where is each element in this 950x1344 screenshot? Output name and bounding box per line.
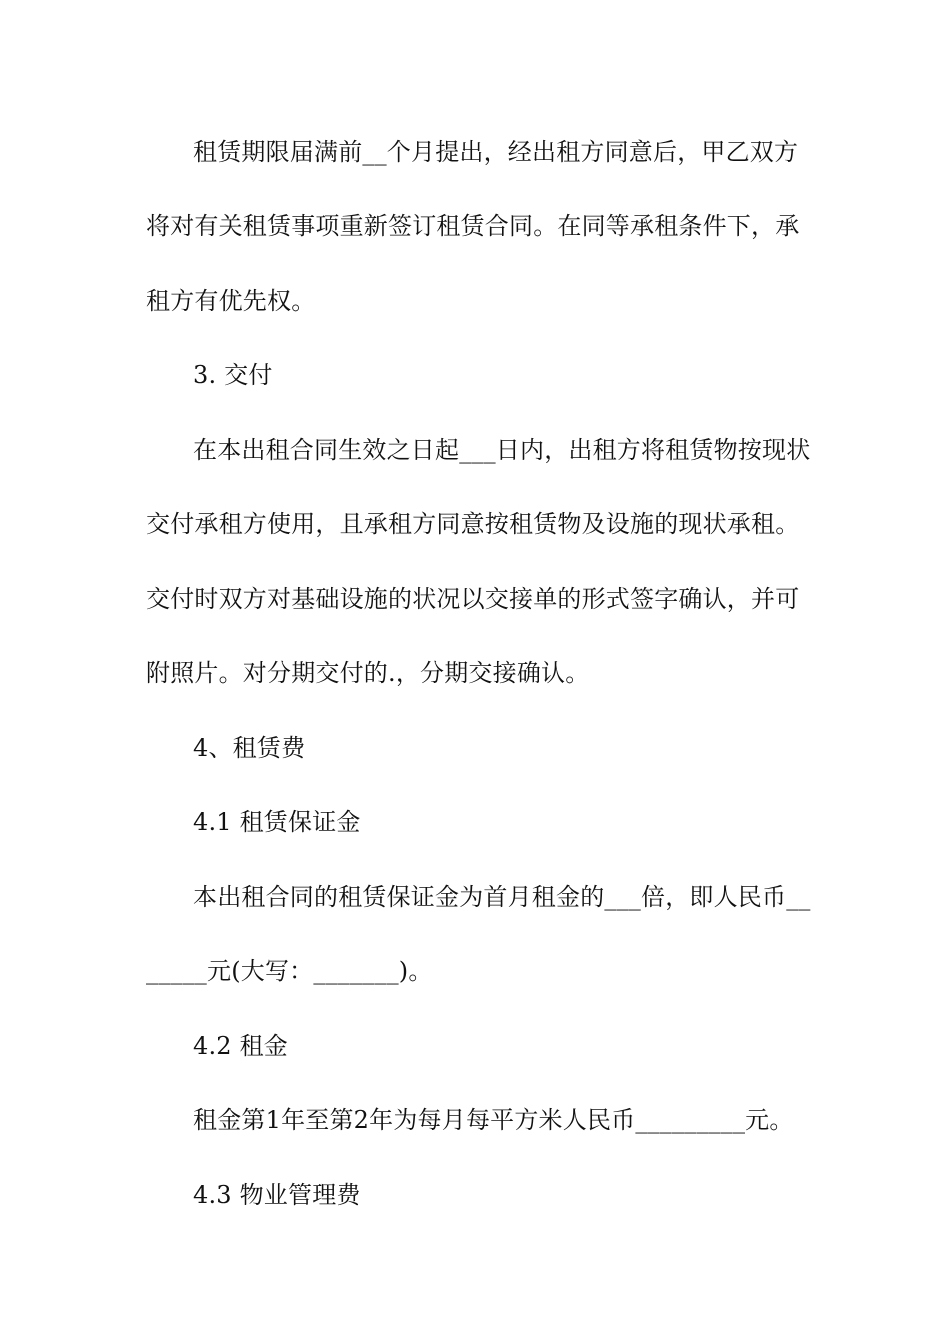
- paragraph-line: 本出租合同的租赁保证金为首月租金的___倍，即人民币__: [193, 883, 811, 911]
- subsection-heading: 4.3 物业管理费: [193, 1181, 361, 1209]
- section-heading: 4、租赁费: [193, 734, 306, 762]
- section-heading: 3. 交付: [193, 361, 273, 389]
- paragraph-line: _____元(大写：_______)。: [146, 957, 433, 985]
- paragraph-line: 交付承租方使用，且承租方同意按租赁物及设施的现状承租。: [146, 510, 800, 538]
- paragraph-line: 交付时双方对基础设施的状况以交接单的形式签字确认，并可: [146, 585, 800, 613]
- paragraph-line: 附照片。对分期交付的.，分期交接确认。: [146, 659, 590, 687]
- paragraph-line: 将对有关租赁事项重新签订租赁合同。在同等承租条件下，承: [146, 212, 800, 240]
- paragraph-line: 租赁期限届满前__个月提出，经出租方同意后，甲乙双方: [193, 138, 799, 166]
- paragraph-line: 在本出租合同生效之日起___日内，出租方将租赁物按现状: [193, 436, 811, 464]
- subsection-heading: 4.1 租赁保证金: [193, 808, 361, 836]
- paragraph-line: 租方有优先权。: [146, 287, 316, 315]
- subsection-heading: 4.2 租金: [193, 1032, 288, 1060]
- paragraph-line: 租金第1年至第2年为每月每平方米人民币_________元。: [193, 1106, 794, 1134]
